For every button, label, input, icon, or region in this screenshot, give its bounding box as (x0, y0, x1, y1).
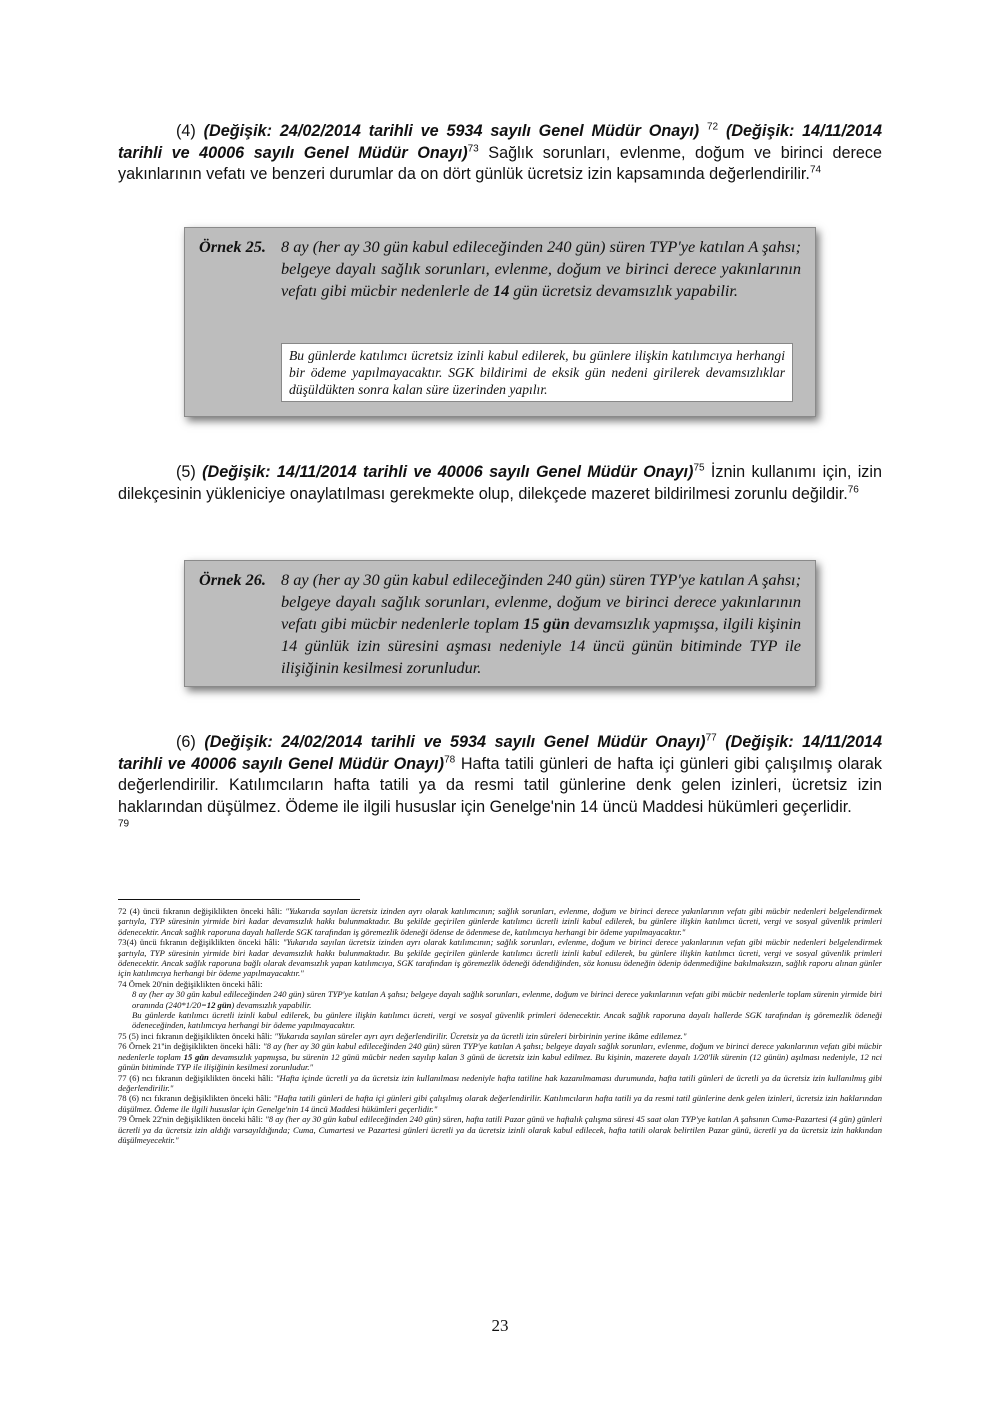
example-text-part: 8 ay (her ay 30 gün kabul edileceğinden 240 gün) süren TYP'ye katılan A şahsı; belgeye dayalı sağlık sorunları, evlenme, doğum ve birinci derece yakınlarının vefatı gibi mücbir nedenlerle de (281, 237, 801, 300)
example-highlight: 14 (493, 281, 510, 300)
paragraph-5 (118, 462, 882, 505)
paragraph-4 (118, 121, 882, 186)
footnote-ref[interactable]: 73 (467, 143, 479, 155)
example-text-part: gün ücretsiz devamsızlık yapabilir. (509, 281, 738, 300)
footnote-body: "8 ay (her ay 30 gün kabul edileceğinden 240 gün) süren, hafta tatili Pazar günü ve haftalık çalışma süresi 45 saat olan TYP'ye katılan A şahsının Cuma-Pazartesi (4 gün) günleri ücretli ya da ücretsiz izin aldığı varsayıldığında; Cuma, Cumartesi ve Pazartesi günleri ücretli ya da ücretsiz izinli olarak kabul edilecek, hafta tatili olarak belirtilen Pazar günü, ücretli ya da ücretsiz izin hakkından düşülmeyecektir." (118, 1114, 882, 1145)
example-box-26 (184, 560, 816, 687)
footnote-body: "8 ay (her ay 30 gün kabul edileceğinden 240 gün) süren TYP'ye katılan A şahsı; belgeye dayalı sağlık sorunları, evlenme, doğum ve birinci derece yakınlarının vefatı gibi mücbir nedenlerle toplam (118, 1041, 882, 1062)
paragraph-6 (118, 732, 882, 840)
footnotes (118, 906, 882, 1145)
amendment-note: (Değişik: 14/11/2014 tarihli ve 40006 sayılı Genel Müdür Onayı) (118, 122, 882, 162)
example-label: Örnek 25. (199, 237, 266, 256)
amendment-note: (Değişik: 24/02/2014 tarihli ve 5934 sayılı Genel Müdür Onayı) (203, 122, 700, 140)
amendment-note: (Değişik: 24/02/2014 tarihli ve 5934 sayılı Genel Müdür Onayı) (204, 733, 706, 751)
footnote-head: 72 (4) üncü fıkranın değişiklikten önceki hâli: (118, 906, 283, 916)
footnote-ref[interactable]: 74 (809, 164, 822, 176)
footnote-head: 73(4) üncü fıkranın değişiklikten önceki hâli: (118, 937, 280, 948)
example-text-part: 8 ay (her ay 30 gün kabul edileceğinden 240 gün) süren TYP'ye katılan A şahsı; belgeye dayalı sağlık sorunları, evlenme, doğum ve birinci derece yakınlarının vefatı gibi mücbir nedenlerle toplam (281, 570, 801, 633)
footnote-78 (118, 1093, 882, 1114)
footnote-body: "Hafta içinde ücretli ya da ücretsiz izin kullanılması nedeniyle hafta tatiline hak kazanılmaması durumunda, hafta tatili günleri de ücretli ya da ücretsiz izin kullanılmış gibi değerlendirilir." (118, 1072, 882, 1093)
footnote-ref[interactable]: 79 (118, 818, 130, 830)
footnote-head: 76 Örnek 21''in değişiklikten önceki hâli: (118, 1041, 261, 1052)
example-box-25 (184, 227, 816, 417)
footnote-head: 77 (6) ncı fıkranın değişiklikten önceki hâli: (118, 1072, 274, 1083)
example-text-part: devamsızlık yapmışsa, ilgili kişinin 14 günlük izin süresini aşması nedeniyle 14 üncü günün bitiminde TYP ile ilişiğinin kesilmesi zorunludur. (281, 614, 802, 677)
example-text (281, 569, 801, 679)
footnote-ref[interactable]: 72 (707, 121, 719, 133)
footnote-body: "Yukarıda sayılan süreler ayrı ayrı değerlendirilir. Ücretsiz ya da ücretli izin süreleri birbirinin yerine ikâme edilemez." (272, 1030, 687, 1041)
footnote-separator (118, 899, 360, 900)
footnote-74 (118, 979, 882, 989)
paragraph-number: (4) (176, 122, 196, 140)
footnote-77 (118, 1073, 882, 1094)
footnote-ref[interactable]: 78 (444, 754, 456, 766)
paragraph-text: İznin kullanımı için, izin dilekçesinin yükleniciye onaylatılması gerekmekte olup, dilekçede mazeret bildirilmesi zorunlu değildir. (118, 463, 882, 503)
footnote-ref[interactable]: 77 (705, 732, 717, 744)
footnote-body: "Yukarıda sayılan ücretsiz izinden ayrı olarak katılımcının; sağlık sorunları, evlenme, doğum ve birinci derece yakınlarının vefatı gibi mücbir nedenleri belgelendirmek şartıyla, TYP süresinin yirmide biri kadar devamsızlık hakkı bulunmaktadır. Bu şekilde geçirilen günlerde katılımcı ücretli izinli kabul edilerek, bu günlere ilişkin katılımcı ücreti, vergi ve sosyal güvenlik primleri ödenecektir. Ancak sağlık raporuna dayalı hallerde SGK tarafından iş göremezlik ödeneği ödense de ödenmese de, katılımcıya herhangi bir ödeme yapılmayacaktır." (118, 906, 882, 937)
amendment-note: (Değişik: 14/11/2014 tarihli ve 40006 sayılı Genel Müdür Onayı) (118, 733, 882, 773)
paragraph-number: (6) (176, 733, 196, 751)
footnote-head: 74 Örnek 20'nin değişiklikten önceki hâli: (118, 978, 263, 989)
example-note (281, 343, 793, 402)
example-note-text: Bu günlerde katılımcı ücretsiz izinli kabul edilerek, bu günlere ilişkin katılımcıya herhangi bir ödeme yapılmayacaktır. SGK bildirimi de eksik gün nedeni girilerek devamsızlıklar düşüldükten sonra kalan süre üzerinden yapılır. (289, 348, 785, 397)
footnote-body: Bu günlerde katılımcı ücretli izinli kabul edilerek, bu günlere ilişkin katılımcı ücreti, vergi ve sosyal güvenlik primleri ödenecektir. Ancak sağlık raporuna dayalı hallerde SGK tarafından iş göremezlik ödeneği ödeneceğinden, katılımcıya herhangi bir ödeme yapılmayacaktır. (132, 1010, 882, 1031)
paragraph-number: (5) (176, 463, 196, 481)
example-highlight: 15 gün (523, 614, 570, 633)
footnote-body: ) devamsızlık yapabilir. (231, 999, 312, 1010)
footnote-75 (118, 1031, 882, 1041)
footnote-highlight: 12 gün (206, 999, 232, 1010)
footnote-body: "Hafta tatili günleri de hafta içi günleri gibi çalışılmış olarak değerlendirilir. Katılımcıların hafta tatili ya da resmi tatil günlerine denk gelen izinleri, ücretsiz izin haklarından düşülmez. Ödeme ile ilgili hususlar için Genelge'nin 14 üncü Maddesi hükümleri geçerlidir." (118, 1093, 882, 1114)
footnote-ref[interactable]: 75 (693, 462, 705, 474)
footnote-ref[interactable]: 76 (847, 484, 859, 496)
footnote-body: 8 ay (her ay 30 gün kabul edileceğinden 240 gün) süren TYP'ye katılan A şahsı; belgeye dayalı sağlık sorunları, evlenme, doğum ve birinci derece yakınlarının vefatı gibi mücbir nedenlerle toplam sürenin yirmide biri oranında (240*1/20= (132, 989, 882, 1010)
footnote-body: "Yukarıda sayılan ücretsiz izinden ayrı olarak katılımcının; sağlık sorunları, evlenme, doğum ve birinci derece yakınlarının vefatı gibi mücbir nedenleri belgelendirmek şartıyla, TYP süresinin yirmide biri kadar devamsızlık hakkı bulunmaktadır. Bu şekilde geçirilen günlerde katılımcı ücretli izinli kabul edilerek, bu günlere ilişkin katılımcı ücreti, vergi ve sosyal güvenlik primleri ödenecektir. Ancak sağlık raporuna bağlı olarak devamsızlık yapan katılımcıya, SGK tarafından iş göremezlik ödeneği ödendiğinden, söz konusu ödeneğin ödenip ödenmediğine bakılmaksızın, sağlık raporu alınan günler için katılımcıya herhangi bir ödeme yapılmayacaktır." (118, 937, 883, 979)
footnote-72 (118, 906, 882, 937)
footnote-74-line (118, 1010, 882, 1031)
footnote-highlight: 15 gün (183, 1051, 209, 1062)
footnote-body: devamsızlık yapmışsa, bu sürenin 12 günü mücbir neden sayılıp kalan 3 günü de ücretsiz izin kabul edilmez. Bu kişinin, mazerete dayalı 1/20'lik sürenin (12 günün) aşılması nedeniyle, 12 nci günün bitiminde TYP ile ilişiğinin kesilmesi zorunludur." (118, 1051, 882, 1073)
footnote-79 (118, 1114, 882, 1145)
footnote-head: 75 (5) inci fıkranın değişiklikten önceki hâli: (118, 1030, 273, 1041)
example-label: Örnek 26. (199, 570, 266, 589)
amendment-note: (Değişik: 14/11/2014 tarihli ve 40006 sayılı Genel Müdür Onayı) (202, 463, 694, 481)
paragraph-text: Sağlık sorunları, evlenme, doğum ve birinci derece yakınlarının vefatı ve benzeri durumlar da on dört günlük ücretsiz izin kapsamında değerlendirilir. (118, 143, 883, 183)
footnote-head: 79 Örnek 22'nin değişiklikten önceki hâli: (118, 1114, 263, 1125)
footnote-74-line (118, 989, 882, 1010)
footnote-head: 78 (6) ncı fıkranın değişiklikten önceki hâli: (118, 1093, 272, 1104)
example-text (281, 236, 801, 302)
paragraph-text: Hafta tatili günleri de hafta içi günleri gibi çalışılmış olarak değerlendirilir. Katılımcıların hafta tatili ya da resmi tatil günlerine denk gelen izinleri, ücretsiz izin haklarından düşülmez. Ödeme ile ilgili hususlar için Genelge'nin 14 üncü Maddesi hükümleri geçerlidir. (118, 754, 882, 816)
footnote-76 (118, 1041, 882, 1072)
footnote-73 (118, 937, 882, 979)
page-number: 23 (491, 1316, 509, 1335)
